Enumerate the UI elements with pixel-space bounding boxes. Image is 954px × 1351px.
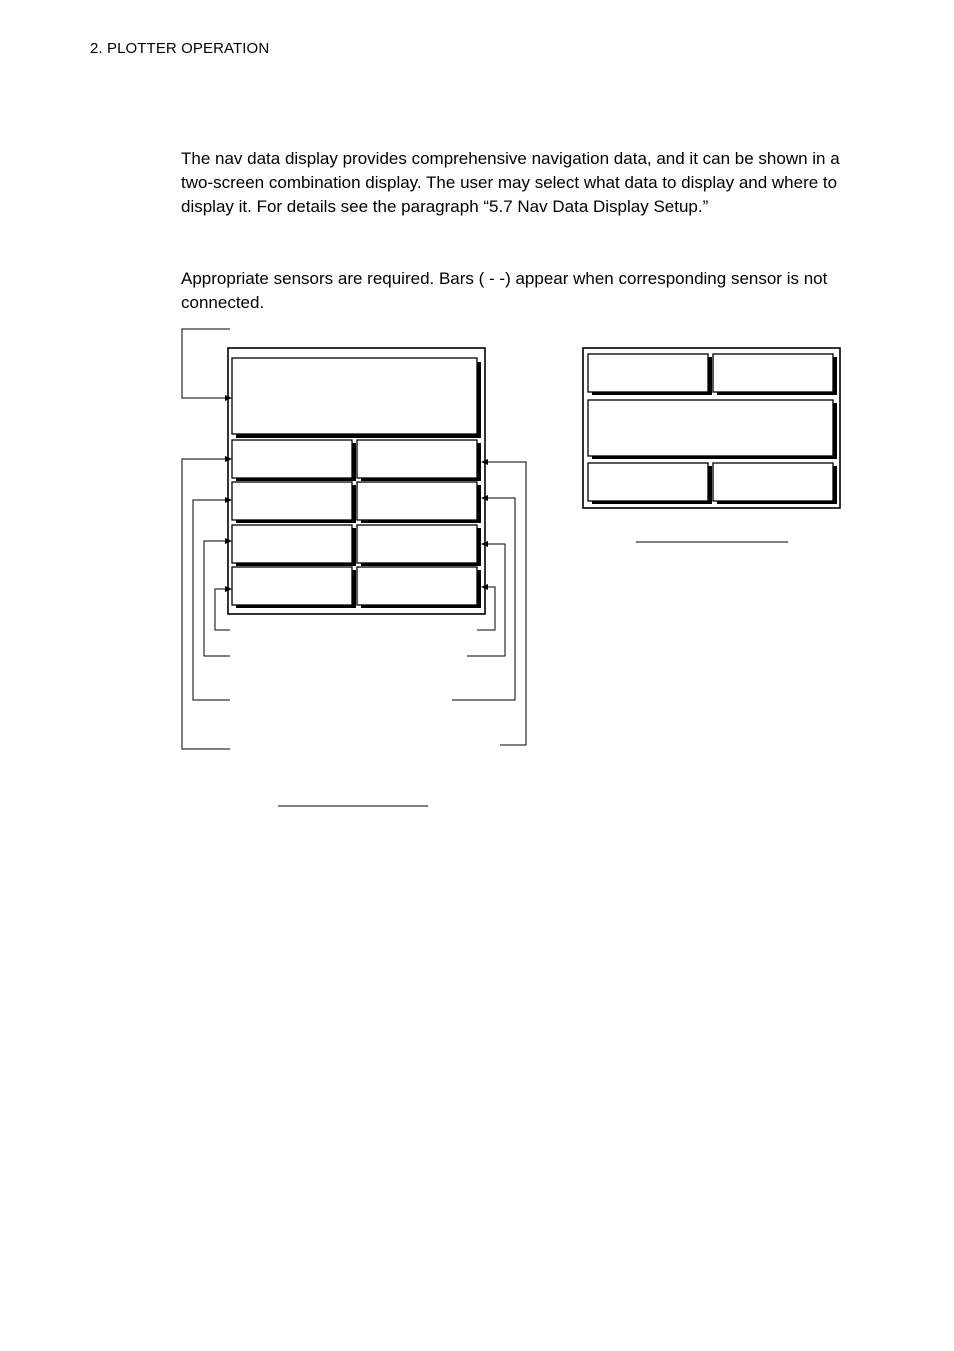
left-leader-lines (182, 329, 231, 749)
left-grid-box-r3-c2 (357, 525, 477, 563)
sensor-note-paragraph: Appropriate sensors are required. Bars ( - -) appear when corresponding sensor is not connected. (181, 269, 828, 312)
left-grid-box-r2-c1 (232, 482, 352, 520)
left-grid-box-r4-c1 (232, 567, 352, 605)
left-grid-box-r1-c1 (232, 440, 352, 478)
right-top-box-left (588, 354, 708, 392)
running-head: 2. PLOTTER OPERATION (90, 40, 270, 57)
leader-row2-left (193, 500, 231, 700)
right-top-box-right (713, 354, 833, 392)
intro-paragraph: The nav data display provides comprehensive navigation data, and it can be shown in a two-screen combination display. The user may select what data to display and where to display it. For details see the paragraph “5.7 Nav Data Display Setup.” (181, 149, 840, 216)
left-display (228, 348, 485, 614)
left-grid-box-r4-c2 (357, 567, 477, 605)
leader-row3-left (204, 541, 231, 656)
leader-row1-left (182, 459, 231, 749)
right-bottom-box-right (713, 463, 833, 501)
right-middle-box (588, 400, 833, 456)
left-display-top-box (232, 358, 477, 434)
leader-row1-right (482, 462, 526, 745)
leader-top-box (182, 329, 231, 398)
left-grid-box-r1-c2 (357, 440, 477, 478)
right-display (583, 348, 840, 508)
left-grid-box-r2-c2 (357, 482, 477, 520)
left-grid-box-r3-c1 (232, 525, 352, 563)
right-bottom-box-left (588, 463, 708, 501)
